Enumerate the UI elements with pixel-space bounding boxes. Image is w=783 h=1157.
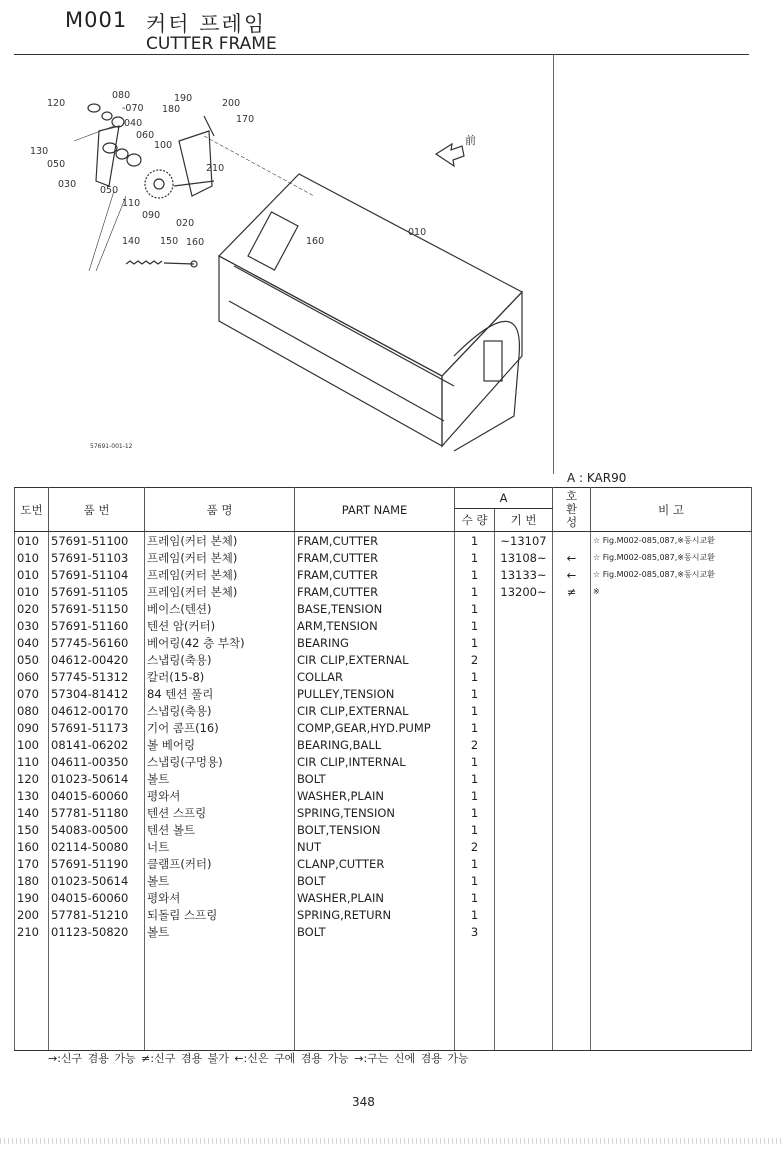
cell-name-kr: 볼트 [145, 770, 295, 787]
cell-part-name: CIR CLIP,INTERNAL [295, 753, 455, 770]
cell-remarks [591, 804, 752, 821]
empty-cell [49, 940, 145, 1051]
cell-ex [553, 889, 591, 906]
cell-ex: ← [553, 566, 591, 583]
cell-no: 180 [15, 872, 49, 889]
cell-serial [495, 617, 553, 634]
cell-name-kr: 평와셔 [145, 787, 295, 804]
cell-remarks [591, 668, 752, 685]
cell-qty: 1 [455, 668, 495, 685]
cell-part-name: PULLEY,TENSION [295, 685, 455, 702]
cell-name-kr: 텐션 암(커터) [145, 617, 295, 634]
cell-qty: 2 [455, 651, 495, 668]
cell-remarks: ※ [591, 583, 752, 600]
table-row [15, 872, 752, 889]
cell-qty: 1 [455, 600, 495, 617]
cell-no: 010 [15, 583, 49, 600]
cell-remarks [591, 600, 752, 617]
col-header-part-name: PART NAME [295, 488, 455, 532]
cell-remarks [591, 855, 752, 872]
cell-remarks [591, 634, 752, 651]
cell-qty: 1 [455, 787, 495, 804]
cell-name-kr: 칼러(15-8) [145, 668, 295, 685]
callout-020: 020 [176, 218, 195, 229]
cell-part-name: FRAM,CUTTER [295, 532, 455, 550]
callout-160-a: 160 [186, 237, 205, 248]
col-header-remarks: 비 고 [591, 488, 752, 532]
cell-qty: 3 [455, 923, 495, 940]
cell-qty: 1 [455, 685, 495, 702]
cell-no: 050 [15, 651, 49, 668]
cell-qty: 2 [455, 838, 495, 855]
table-blank-space [15, 940, 752, 1051]
cell-name-kr: 평와셔 [145, 889, 295, 906]
cell-remarks [591, 736, 752, 753]
cell-part-no: 08141-06202 [49, 736, 145, 753]
cell-part-name: BEARING [295, 634, 455, 651]
cell-part-name: BOLT,TENSION [295, 821, 455, 838]
table-row [15, 753, 752, 770]
cell-qty: 1 [455, 855, 495, 872]
cell-remarks [591, 617, 752, 634]
cell-name-kr: 텐션 스프링 [145, 804, 295, 821]
cell-qty: 1 [455, 532, 495, 550]
cell-qty: 1 [455, 583, 495, 600]
cell-qty: 1 [455, 566, 495, 583]
page-number: 348 [352, 1095, 375, 1109]
cell-serial [495, 736, 553, 753]
cell-ex [553, 804, 591, 821]
cell-ex [553, 634, 591, 651]
cell-part-no: 54083-00500 [49, 821, 145, 838]
cell-serial: ~13107 [495, 532, 553, 550]
callout-180: 180 [162, 104, 181, 115]
cell-qty: 1 [455, 821, 495, 838]
cell-part-name: COMP,GEAR,HYD.PUMP [295, 719, 455, 736]
cell-part-name: BASE,TENSION [295, 600, 455, 617]
cell-remarks [591, 770, 752, 787]
cell-name-kr: 프레임(커터 본체) [145, 549, 295, 566]
cell-no: 080 [15, 702, 49, 719]
empty-cell [145, 940, 295, 1051]
cell-ex [553, 532, 591, 550]
cell-name-kr: 스냅링(구멍용) [145, 753, 295, 770]
cell-part-name: BOLT [295, 923, 455, 940]
cell-serial [495, 753, 553, 770]
col-header-part-no: 품 번 [49, 488, 145, 532]
compatibility-legend: →:신구 겸용 가능 ≠:신구 겸용 불가 ←:신은 구에 겸용 가능 →:구는 신에 겸용 가능 [48, 1052, 469, 1065]
cell-no: 170 [15, 855, 49, 872]
cell-name-kr: 84 텐션 풀리 [145, 685, 295, 702]
cell-remarks [591, 838, 752, 855]
cell-ex [553, 906, 591, 923]
exploded-parts-diagram [14, 56, 552, 474]
callout-210: 210 [206, 163, 225, 174]
cell-no: 150 [15, 821, 49, 838]
cell-part-name: CIR CLIP,EXTERNAL [295, 702, 455, 719]
cell-remarks: ☆ Fig.M002-085,087,※동시교환 [591, 549, 752, 566]
cell-remarks [591, 787, 752, 804]
cell-serial [495, 770, 553, 787]
cell-ex [553, 787, 591, 804]
col-header-exchange: 호 환 성 [553, 488, 591, 532]
cell-serial [495, 685, 553, 702]
cell-no: 190 [15, 889, 49, 906]
cell-serial [495, 821, 553, 838]
cell-part-name: FRAM,CUTTER [295, 566, 455, 583]
cell-no: 020 [15, 600, 49, 617]
page-title-english: CUTTER FRAME [146, 34, 277, 54]
callout-140: 140 [122, 236, 141, 247]
cell-part-name: BOLT [295, 770, 455, 787]
cell-ex [553, 685, 591, 702]
cell-no: 070 [15, 685, 49, 702]
cell-part-no: 57691-51103 [49, 549, 145, 566]
cell-part-no: 57691-51150 [49, 600, 145, 617]
cell-no: 060 [15, 668, 49, 685]
cell-part-name: BOLT [295, 872, 455, 889]
cell-serial: 13200~ [495, 583, 553, 600]
cell-qty: 1 [455, 906, 495, 923]
cell-name-kr: 너트 [145, 838, 295, 855]
cell-part-name: CLANP,CUTTER [295, 855, 455, 872]
table-row [15, 855, 752, 872]
callout-030: 030 [58, 179, 77, 190]
cell-remarks [591, 889, 752, 906]
cell-ex [553, 872, 591, 889]
cell-serial [495, 600, 553, 617]
cell-part-name: WASHER,PLAIN [295, 787, 455, 804]
diagram-side-divider [553, 54, 554, 474]
cell-serial [495, 719, 553, 736]
cell-ex [553, 838, 591, 855]
cell-qty: 1 [455, 549, 495, 566]
cell-qty: 2 [455, 736, 495, 753]
cell-remarks [591, 702, 752, 719]
cell-name-kr: 베어링(42 층 부착) [145, 634, 295, 651]
cell-name-kr: 스냅링(축용) [145, 702, 295, 719]
cell-remarks: ☆ Fig.M002-085,087,※동시교환 [591, 532, 752, 550]
cell-part-no: 57745-56160 [49, 634, 145, 651]
empty-cell [495, 940, 553, 1051]
cell-part-no: 02114-50080 [49, 838, 145, 855]
table-row [15, 702, 752, 719]
cell-ex [553, 770, 591, 787]
callout-200: 200 [222, 98, 241, 109]
callout-190: 190 [174, 93, 193, 104]
empty-cell [591, 940, 752, 1051]
cell-part-name: FRAM,CUTTER [295, 549, 455, 566]
cell-no: 120 [15, 770, 49, 787]
cell-name-kr: 기어 콤프(16) [145, 719, 295, 736]
cell-part-name: WASHER,PLAIN [295, 889, 455, 906]
cell-qty: 1 [455, 719, 495, 736]
cell-serial [495, 787, 553, 804]
cell-ex: ← [553, 549, 591, 566]
table-row [15, 685, 752, 702]
cell-part-name: ARM,TENSION [295, 617, 455, 634]
cell-no: 100 [15, 736, 49, 753]
cell-no: 030 [15, 617, 49, 634]
cell-no: 110 [15, 753, 49, 770]
cell-part-no: 04612-00420 [49, 651, 145, 668]
cell-qty: 1 [455, 872, 495, 889]
cell-serial [495, 804, 553, 821]
table-row [15, 906, 752, 923]
cell-qty: 1 [455, 634, 495, 651]
direction-arrow-icon [436, 144, 464, 166]
col-header-group-a: A [455, 488, 553, 509]
table-row [15, 821, 752, 838]
cell-qty: 1 [455, 804, 495, 821]
empty-cell [455, 940, 495, 1051]
cell-ex [553, 651, 591, 668]
cell-part-name: CIR CLIP,EXTERNAL [295, 651, 455, 668]
col-header-no: 도번 [15, 488, 49, 532]
cell-name-kr: 프레임(커터 본체) [145, 583, 295, 600]
callout-070: -070 [122, 103, 144, 114]
callout-120: 120 [47, 98, 66, 109]
callout-170: 170 [236, 114, 255, 125]
callout-050-b: 050 [100, 185, 119, 196]
cell-name-kr: 텐션 볼트 [145, 821, 295, 838]
cell-part-no: 57691-51173 [49, 719, 145, 736]
cell-remarks [591, 872, 752, 889]
cell-ex [553, 753, 591, 770]
table-row [15, 838, 752, 855]
col-header-name-kr: 품 명 [145, 488, 295, 532]
cell-part-no: 57745-51312 [49, 668, 145, 685]
cell-ex [553, 736, 591, 753]
cell-serial [495, 889, 553, 906]
cell-no: 010 [15, 549, 49, 566]
table-row [15, 583, 752, 600]
model-label: A : KAR90 [567, 471, 627, 485]
cell-part-no: 04015-60060 [49, 787, 145, 804]
col-header-serial: 기 번 [495, 508, 553, 531]
cell-part-no: 04611-00350 [49, 753, 145, 770]
cell-name-kr: 스냅링(축용) [145, 651, 295, 668]
table-row [15, 549, 752, 566]
cell-part-no: 57781-51180 [49, 804, 145, 821]
cell-part-name: SPRING,RETURN [295, 906, 455, 923]
table-row [15, 736, 752, 753]
cell-ex [553, 617, 591, 634]
cell-part-no: 57691-51190 [49, 855, 145, 872]
cell-part-no: 57691-51160 [49, 617, 145, 634]
cell-part-no: 57304-81412 [49, 685, 145, 702]
cell-no: 140 [15, 804, 49, 821]
cell-serial [495, 923, 553, 940]
header-divider [14, 54, 749, 55]
callout-040: 040 [124, 118, 143, 129]
table-row [15, 787, 752, 804]
cell-qty: 1 [455, 753, 495, 770]
cell-serial [495, 634, 553, 651]
cell-no: 160 [15, 838, 49, 855]
cell-remarks [591, 923, 752, 940]
cell-name-kr: 볼트 [145, 872, 295, 889]
table-row [15, 719, 752, 736]
cell-name-kr: 되돌림 스프링 [145, 906, 295, 923]
callout-160-b: 160 [306, 236, 325, 247]
callout-060: 060 [136, 130, 155, 141]
cell-serial: 13133~ [495, 566, 553, 583]
table-row [15, 668, 752, 685]
table-row [15, 566, 752, 583]
cell-remarks: ☆ Fig.M002-085,087,※동시교환 [591, 566, 752, 583]
cell-remarks [591, 719, 752, 736]
callout-090: 090 [142, 210, 161, 221]
direction-label: 前 [465, 134, 476, 147]
cell-remarks [591, 753, 752, 770]
cell-part-no: 01023-50614 [49, 872, 145, 889]
cell-part-no: 04612-00170 [49, 702, 145, 719]
cell-name-kr: 볼트 [145, 923, 295, 940]
cell-name-kr: 볼 베어링 [145, 736, 295, 753]
cell-ex [553, 821, 591, 838]
cell-ex [553, 719, 591, 736]
cell-name-kr: 클램프(커터) [145, 855, 295, 872]
table-row [15, 770, 752, 787]
table-row [15, 651, 752, 668]
cell-part-name: BEARING,BALL [295, 736, 455, 753]
cell-remarks [591, 685, 752, 702]
cell-qty: 1 [455, 770, 495, 787]
cell-remarks [591, 906, 752, 923]
cell-name-kr: 베이스(텐션) [145, 600, 295, 617]
cell-qty: 1 [455, 617, 495, 634]
cell-part-name: SPRING,TENSION [295, 804, 455, 821]
cell-serial [495, 668, 553, 685]
callout-010: 010 [408, 227, 427, 238]
table-row [15, 923, 752, 940]
callout-050-a: 050 [47, 159, 66, 170]
cell-no: 090 [15, 719, 49, 736]
cell-qty: 1 [455, 889, 495, 906]
cell-no: 010 [15, 532, 49, 550]
table-row [15, 600, 752, 617]
table-row [15, 889, 752, 906]
cell-part-no: 01123-50820 [49, 923, 145, 940]
parts-table [14, 487, 752, 1051]
empty-cell [553, 940, 591, 1051]
drawing-code: 57691-001-12 [90, 443, 133, 450]
cell-name-kr: 프레임(커터 본체) [145, 566, 295, 583]
callout-110: 110 [122, 198, 141, 209]
cell-part-no: 57691-51105 [49, 583, 145, 600]
empty-cell [15, 940, 49, 1051]
page-code: M001 [65, 8, 128, 32]
callout-150: 150 [160, 236, 179, 247]
table-row [15, 634, 752, 651]
cell-ex [553, 702, 591, 719]
cell-no: 130 [15, 787, 49, 804]
cell-no: 210 [15, 923, 49, 940]
empty-cell [295, 940, 455, 1051]
cell-part-name: NUT [295, 838, 455, 855]
callout-130: 130 [30, 146, 49, 157]
callout-100: 100 [154, 140, 173, 151]
cell-serial: 13108~ [495, 549, 553, 566]
cell-part-no: 04015-60060 [49, 889, 145, 906]
cell-serial [495, 906, 553, 923]
cell-ex: ≠ [553, 583, 591, 600]
table-row [15, 617, 752, 634]
cell-qty: 1 [455, 702, 495, 719]
scan-artifact [0, 1138, 783, 1144]
cell-serial [495, 651, 553, 668]
cell-part-no: 57691-51100 [49, 532, 145, 550]
page-title-korean: 커터 프레임 [146, 12, 267, 36]
cell-ex [553, 855, 591, 872]
cell-serial [495, 702, 553, 719]
cell-no: 200 [15, 906, 49, 923]
cell-no: 040 [15, 634, 49, 651]
cell-part-name: FRAM,CUTTER [295, 583, 455, 600]
cell-part-name: COLLAR [295, 668, 455, 685]
col-header-qty: 수 량 [455, 508, 495, 531]
cell-name-kr: 프레임(커터 본체) [145, 532, 295, 550]
cell-serial [495, 855, 553, 872]
cell-part-no: 01023-50614 [49, 770, 145, 787]
cell-part-no: 57781-51210 [49, 906, 145, 923]
cell-ex [553, 600, 591, 617]
cell-serial [495, 872, 553, 889]
callout-080: 080 [112, 90, 131, 101]
table-row [15, 532, 752, 550]
cell-no: 010 [15, 566, 49, 583]
cell-part-no: 57691-51104 [49, 566, 145, 583]
cell-serial [495, 838, 553, 855]
cell-remarks [591, 651, 752, 668]
cell-remarks [591, 821, 752, 838]
cell-ex [553, 923, 591, 940]
cell-ex [553, 668, 591, 685]
table-row [15, 804, 752, 821]
